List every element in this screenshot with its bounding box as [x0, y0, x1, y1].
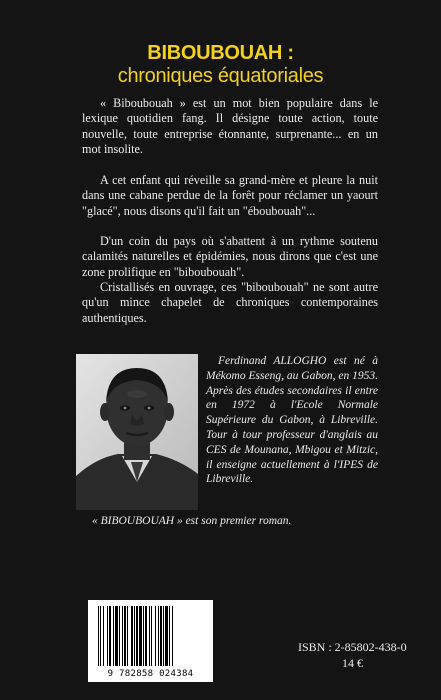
barcode-bar — [127, 606, 128, 666]
barcode-bar — [165, 606, 168, 666]
barcode-bar — [107, 606, 108, 666]
barcode-bar — [109, 606, 111, 666]
title-line-1: BIBOUBOUAH : — [147, 42, 294, 64]
book-title — [0, 42, 441, 88]
barcode-bars — [96, 606, 206, 668]
blurb-paragraph-1: « Biboubouah » est un mot bien populaire dans le lexique quotidien fang. Il désigne toute action, toute nouvelle, toute entreprise étonnante, surprenante... en un mot insolite. — [82, 96, 378, 156]
barcode-bar — [134, 606, 135, 666]
author-photo — [76, 354, 198, 510]
barcode-bar — [172, 606, 173, 666]
blurb-paragraph-4: Cristallisés en ouvrage, ces "biboubouah" ne sont autre qu'un mince chapelet de chroniques contemporaines authentiques. — [82, 280, 378, 325]
barcode — [88, 600, 213, 682]
barcode-bar — [122, 606, 123, 666]
barcode-bar — [113, 606, 114, 666]
barcode-bar — [145, 606, 147, 666]
barcode-bar — [103, 606, 104, 666]
title-line-2: chroniques équatoriales — [117, 65, 324, 87]
barcode-bar — [136, 606, 138, 666]
barcode-bar — [149, 606, 150, 666]
price: 14 € — [342, 656, 363, 670]
barcode-bar — [131, 606, 133, 666]
author-bio: Ferdinand ALLOGHO est né à Mékomo Esseng, au Gabon, en 1953. Après des études secondaires il entre en 1972 à l'Ecole Normale Supérieure du Gabon, à Libreville. Tour à tour professeur d'anglais au CES de Mounana, Mbigou et Mitzic, il enseigne actuellement à l'IPES de Libreville. — [206, 355, 378, 486]
barcode-bar — [143, 606, 144, 666]
first-novel-note: « BIBOUBOUAH » est son premier roman. — [92, 515, 292, 527]
barcode-bar — [119, 606, 120, 666]
barcode-bar — [163, 606, 164, 666]
barcode-bar — [124, 606, 126, 666]
barcode-bar — [155, 606, 156, 666]
barcode-bar — [158, 606, 159, 666]
barcode-bar — [160, 606, 162, 666]
barcode-bar — [151, 606, 152, 666]
barcode-bar — [100, 606, 101, 666]
blurb-paragraph-3: D'un coin du pays où s'abattent à un rythme soutenu calamités naturelles et épidémies, nous dirons que c'est une zone prolifique en "biboubouah". — [82, 234, 378, 279]
barcode-number: 9 782858 024384 — [107, 669, 194, 679]
blurb-paragraph-2: A cet enfant qui réveille sa grand-mère et pleure la nuit dans une cabane perdue de la forêt pour réclamer un yaourt "glacé", nous disons qu'il fait un "éboubouah"... — [82, 173, 378, 218]
barcode-bar — [98, 606, 99, 666]
isbn: ISBN : 2-85802-438-0 — [298, 640, 407, 654]
barcode-bar — [139, 606, 142, 666]
barcode-bar — [169, 606, 170, 666]
barcode-bar — [115, 606, 118, 666]
